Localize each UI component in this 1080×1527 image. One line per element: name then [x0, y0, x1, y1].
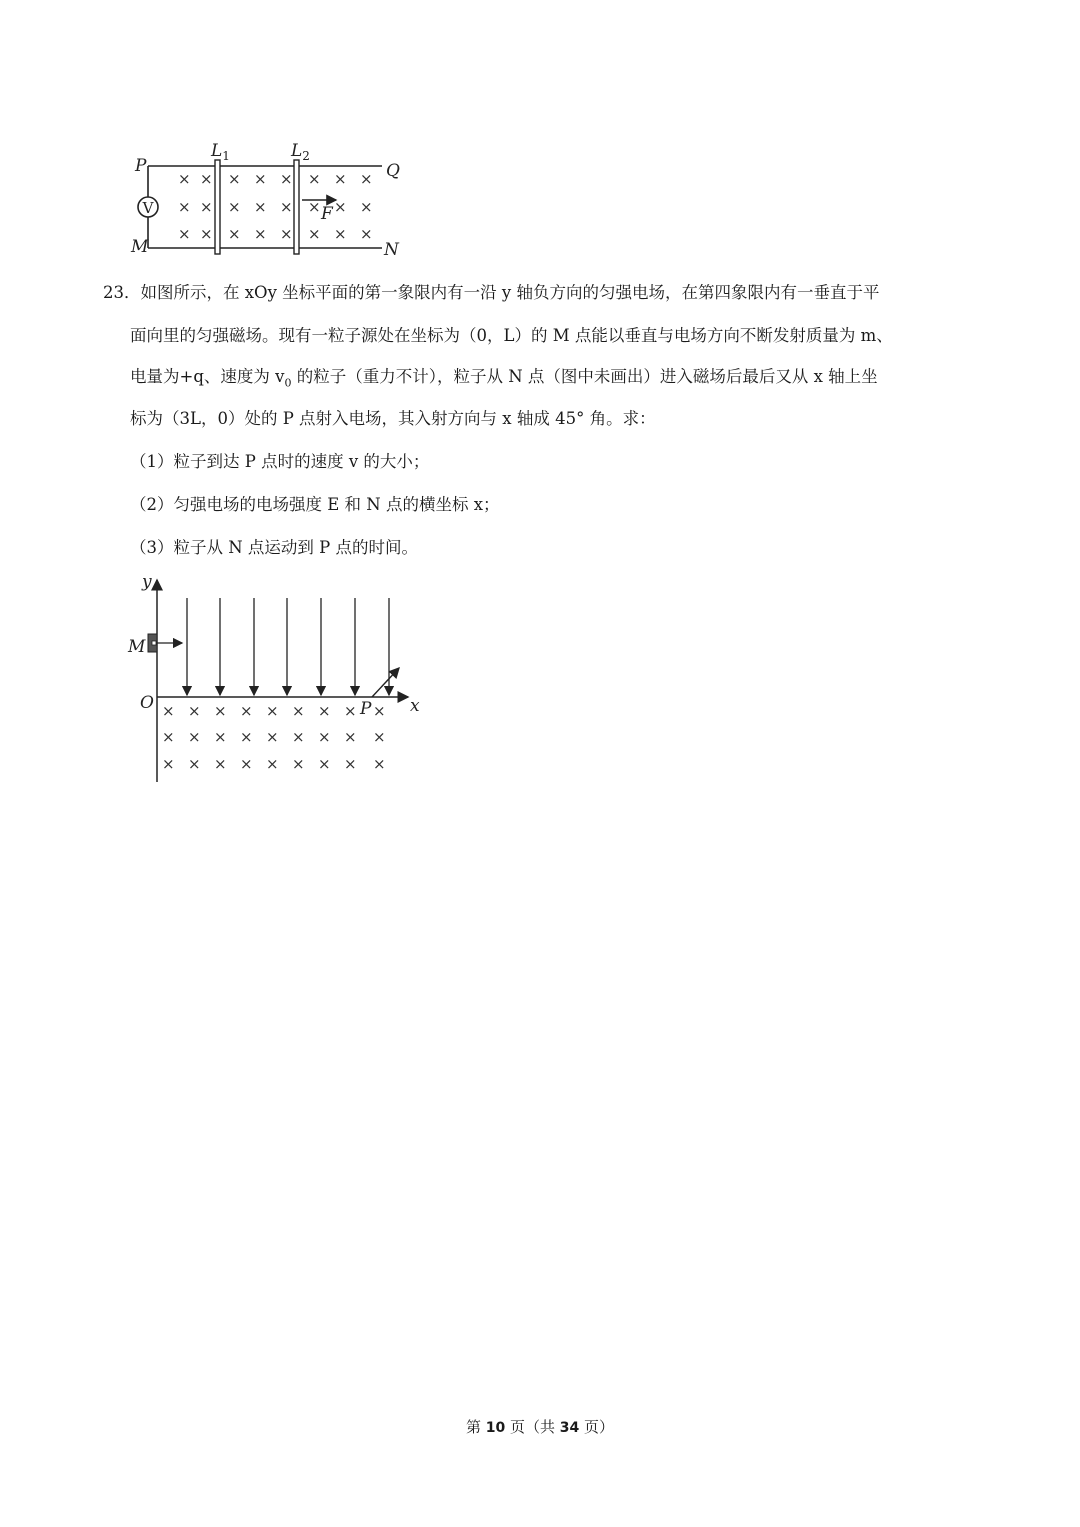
- point-p-label: P: [360, 699, 372, 719]
- force-label: F: [321, 204, 333, 224]
- field-mark: ×: [188, 702, 201, 720]
- field-mark: ×: [188, 755, 201, 773]
- rod-l1-label: $L_1$: [211, 141, 230, 163]
- field-mark: ×: [280, 198, 293, 216]
- field-mark: ×: [266, 728, 279, 746]
- field-mark: ×: [240, 755, 253, 773]
- field-mark: ×: [334, 170, 347, 188]
- field-mark: ×: [240, 728, 253, 746]
- question-23-line-3: [130, 366, 878, 394]
- field-mark: ×: [318, 728, 331, 746]
- text-segment: 电量为+q、速度为 v: [130, 367, 285, 386]
- question-number: 23．: [103, 283, 141, 302]
- field-mark: ×: [228, 170, 241, 188]
- field-mark: ×: [214, 702, 227, 720]
- point-m-label: M: [131, 237, 149, 257]
- field-mark: ×: [344, 702, 357, 720]
- question-23-line-1: [103, 282, 879, 304]
- field-mark: ×: [200, 170, 213, 188]
- field-mark: ×: [360, 198, 373, 216]
- field-mark: ×: [188, 728, 201, 746]
- field-mark: ×: [254, 198, 267, 216]
- field-mark: ×: [162, 702, 175, 720]
- field-mark: ×: [162, 755, 175, 773]
- field-mark: ×: [214, 755, 227, 773]
- text-segment: 的粒子（重力不计），粒子从 N 点（图中未画出）进入磁场后最后又从 x 轴上坐: [291, 367, 878, 386]
- field-mark: ×: [178, 198, 191, 216]
- point-n-label: N: [384, 240, 399, 260]
- field-mark: ×: [308, 198, 321, 216]
- x-axis-label: x: [410, 696, 420, 716]
- field-mark: ×: [308, 170, 321, 188]
- footer-middle: 页（共: [505, 1418, 560, 1436]
- point-q-label: Q: [386, 161, 400, 181]
- field-mark: ×: [360, 170, 373, 188]
- point-p-label: P: [135, 156, 147, 176]
- total-page-count: 34: [559, 1420, 580, 1436]
- field-mark: ×: [344, 728, 357, 746]
- sub-question-3: （3）粒子从 N 点运动到 P 点的时间。: [130, 538, 419, 557]
- question-23-line-2: 面向里的匀强磁场。现有一粒子源处在坐标为（0，L）的 M 点能以垂直与电场方向不断发射质量为 m、: [130, 326, 893, 345]
- velocity-arrow-icon: [372, 668, 399, 697]
- field-mark: ×: [178, 170, 191, 188]
- voltmeter-icon: [138, 197, 158, 217]
- field-mark: ×: [162, 728, 175, 746]
- sub-question-2: （2）匀强电场的电场强度 E 和 N 点的横坐标 x；: [130, 495, 500, 514]
- field-coordinate-figure: [124, 570, 434, 786]
- footer-suffix: 页）: [579, 1418, 615, 1436]
- field-mark: ×: [266, 702, 279, 720]
- field-mark: ×: [292, 728, 305, 746]
- field-mark: ×: [266, 755, 279, 773]
- magnetic-field-marks: [178, 170, 373, 243]
- rod-l2: [294, 160, 299, 254]
- footer-prefix: 第: [465, 1418, 486, 1436]
- rod-l2-label: $L_2$: [291, 141, 310, 163]
- field-mark: ×: [373, 728, 386, 746]
- field-mark: ×: [214, 728, 227, 746]
- field-mark: ×: [254, 225, 267, 243]
- magnetic-field-marks: [162, 699, 386, 773]
- rail-circuit-figure: [128, 138, 408, 260]
- field-mark: ×: [200, 198, 213, 216]
- field-mark: ×: [254, 170, 267, 188]
- field-mark: ×: [240, 702, 253, 720]
- field-mark: ×: [360, 225, 373, 243]
- field-mark: ×: [308, 225, 321, 243]
- electric-field-lines: [187, 598, 389, 695]
- question-23-line-4: 标为（3L，0）处的 P 点射入电场，其入射方向与 x 轴成 45° 角。求：: [130, 409, 656, 428]
- point-m-label: M: [128, 637, 146, 657]
- current-page-number: 10: [485, 1420, 506, 1436]
- page-footer: [0, 1416, 1080, 1437]
- field-mark: ×: [373, 755, 386, 773]
- field-mark: ×: [280, 170, 293, 188]
- sub-question-1: （1）粒子到达 P 点时的速度 v 的大小；: [130, 452, 430, 471]
- field-mark: ×: [292, 702, 305, 720]
- field-mark: ×: [228, 198, 241, 216]
- field-mark: ×: [334, 225, 347, 243]
- field-mark: ×: [292, 755, 305, 773]
- field-mark: ×: [280, 225, 293, 243]
- field-mark: ×: [318, 755, 331, 773]
- field-mark: ×: [334, 198, 347, 216]
- particle-source-icon: [148, 634, 157, 652]
- subscript: 0: [284, 376, 292, 390]
- rod-l1: [215, 160, 220, 254]
- field-mark: ×: [344, 755, 357, 773]
- field-mark: ×: [318, 702, 331, 720]
- field-mark: ×: [178, 225, 191, 243]
- voltmeter-label: V: [142, 199, 154, 217]
- field-mark: ×: [200, 225, 213, 243]
- field-mark: ×: [228, 225, 241, 243]
- origin-label: O: [140, 693, 154, 713]
- y-axis-label: y: [142, 572, 152, 592]
- field-mark: ×: [373, 702, 386, 720]
- question-text: 如图所示，在 xOy 坐标平面的第一象限内有一沿 y 轴负方向的匀强电场，在第四象限内有一垂直于平: [140, 283, 880, 302]
